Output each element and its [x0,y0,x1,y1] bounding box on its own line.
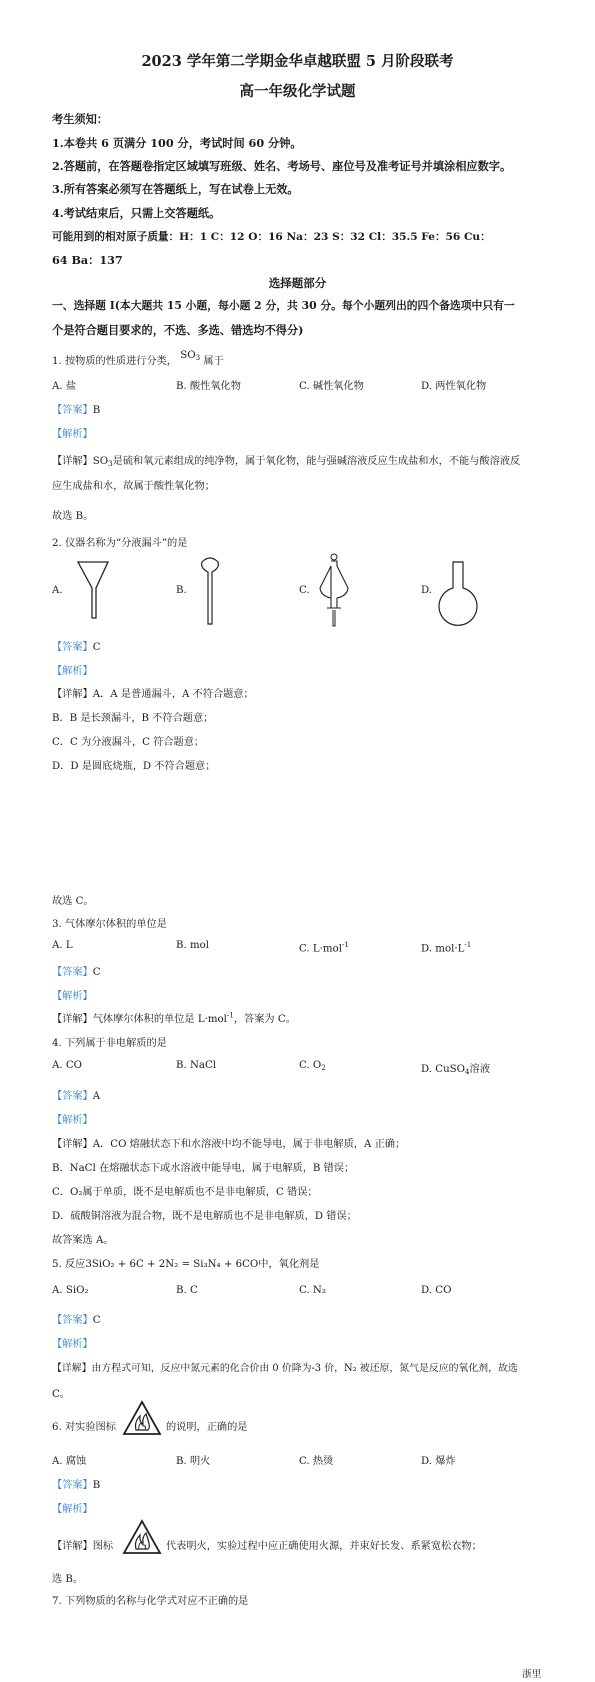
q2-answer: 【答案】C [52,642,101,653]
q2-detail-line1: 【详解】A．A 是普通漏斗，A 不符合题意； [52,689,254,700]
q1-conclusion: 故选 B。 [52,511,94,522]
q5-detail-line1: 【详解】由方程式可知，反应中氮元素的化合价由 0 价降为-3 价，N₂ 被还原，氮气是反应的氧化剂，故选 [52,1363,518,1374]
q2-analysis-label: 【解析】 [52,666,93,677]
q5-answer: 【答案】C [52,1315,101,1326]
section-intro-line1: 一、选择题 I(本大题共 15 小题，每小题 2 分，共 30 分。每个小题列出的四个备选项中只有一 [52,299,515,312]
q6-option-a: A. 腐蚀 [52,1456,87,1467]
q4-option-a: A. CO [52,1060,82,1071]
q1-analysis-label: 【解析】 [52,429,93,440]
atomic-masses-line2: 64 Ba：137 [52,253,123,267]
open-flame-warning-icon [122,1400,162,1436]
q5-option-a: A. SiO₂ [52,1285,89,1296]
exam-title: 2023 学年第二学期金华卓越联盟 5 月阶段联考 [141,53,454,70]
q6-option-b: B. 明火 [176,1456,211,1467]
exam-subtitle: 高一年级化学试题 [239,83,356,100]
footer-corner-text: 浙里 [522,1669,542,1680]
q2-detail-line2: B．B 是长颈漏斗，B 不符合题意； [52,713,214,724]
q2-option-a: A. [52,585,63,596]
q4-analysis-label: 【解析】 [52,1115,93,1126]
q3-option-b: B. mol [176,940,210,951]
q6-conclusion: 选 B。 [52,1574,84,1585]
open-flame-warning-icon-2 [122,1519,162,1555]
q6-stem-post: 的说明，正确的是 [166,1422,248,1433]
q2-detail-line3: C．C 为分液漏斗，C 符合题意； [52,737,205,748]
q5-detail-line2: C。 [52,1389,70,1400]
section-title: 选择题部分 [268,276,327,290]
separatory-funnel-icon [317,552,351,628]
q6-detail-post: 代表明火，实验过程中应正确使用火源，并束好长发、系紧宽松衣物； [166,1541,482,1552]
q6-option-c: C. 热烫 [299,1456,334,1467]
q3-stem: 3. 气体摩尔体积的单位是 [52,919,167,930]
q1-answer: 【答案】B [52,405,101,416]
q5-option-c: C. N₂ [299,1285,326,1296]
q1-detail-line2: 应生成盐和水，故属于酸性氧化物； [52,481,215,492]
q4-option-d: D. CuSO$_4$溶液 [421,1064,490,1076]
q5-equation: 3SiO₂ + 6C + 2N₂ = Si₃N₄ + 6CO [85,1259,259,1270]
q6-stem-pre: 6. 对实验图标 [52,1422,116,1433]
q1-detail-line1: 【详解】$SO_3$是硫和氧元素组成的纯净物，属于氧化物，能与强碱溶液反应生成盐和水，不能与酸溶液反 [52,456,521,468]
notice-item-4: 4.考试结束后，只需上交答题纸。 [52,206,221,220]
q4-stem: 4. 下列属于非电解质的是 [52,1038,167,1049]
q1-option-b: B. 酸性氧化物 [176,381,241,392]
q1-option-c: C. 碱性氧化物 [299,381,364,392]
q6-option-d: D. 爆炸 [421,1456,456,1467]
round-bottom-flask-icon [436,560,480,626]
atomic-masses-line1: 可能用到的相对原子质量：H：1 C：12 O：16 Na：23 S：32 Cl：35.5 Fe：56 Cu： [52,231,491,243]
q1-formula: $SO_3$ [180,350,201,362]
q3-option-c: C. L·mol$^{-1}$ [299,940,349,955]
q5-option-b: B. C [176,1285,198,1296]
q5-analysis-label: 【解析】 [52,1339,93,1350]
q4-option-c: C. $O_2$ [299,1060,326,1072]
q7-stem: 7. 下列物质的名称与化学式对应不正确的是 [52,1596,249,1607]
q4-detail-line1: 【详解】A．CO 熔融状态下和水溶液中均不能导电，属于非电解质，A 正确； [52,1139,406,1150]
q2-option-b: B. [176,585,187,596]
q1-stem-text: 1. 按物质的性质进行分类， [52,356,178,367]
q2-stem: 2. 仪器名称为“分液漏斗”的是 [52,538,188,549]
q1-option-d: D. 两性氧化物 [421,381,487,392]
q4-detail-line4: D．硫酸铜溶液为混合物，既不是电解质也不是非电解质，D 错误； [52,1211,357,1222]
q1-option-a: A. 盐 [52,381,77,392]
q2-conclusion: 故选 C。 [52,896,94,907]
section-intro-line2: 个是符合题目要求的，不选、多选、错选均不得分) [52,323,304,337]
notice-heading: 考生须知： [52,112,108,126]
q6-answer: 【答案】B [52,1480,101,1491]
q4-conclusion: 故答案选 A。 [52,1235,114,1246]
q4-detail-line2: B．NaCl 在熔融状态下或水溶液中能导电，属于电解质，B 错误； [52,1163,355,1174]
notice-item-2: 2.答题前，在答题卷指定区域填写班级、姓名、考场号、座位号及准考证号并填涂相应数字。 [52,159,512,173]
q3-option-a: A. L [52,940,73,951]
notice-item-3: 3.所有答案必须写在答题纸上，写在试卷上无效。 [52,182,299,196]
q6-detail-pre: 【详解】图标 [52,1541,114,1552]
q3-analysis-label: 【解析】 [52,991,93,1002]
q4-option-b: B. NaCl [176,1060,217,1071]
q3-option-d: D. $mol\cdot L^{-1}$ [421,940,472,955]
q2-detail-line4: D．D 是圆底烧瓶，D 不符合题意； [52,761,216,772]
q2-option-c: C. [299,585,310,596]
long-neck-funnel-icon [198,556,222,626]
q1-stem-post: 属于 [203,356,224,367]
q5-option-d: D. CO [421,1285,452,1296]
q3-detail: 【详解】气体摩尔体积的单位是 L·mol$^{-1}$，答案为 C。 [52,1010,296,1025]
q1-stem [52,352,224,368]
q5-stem: 5. 反应3SiO₂ + 6C + 2N₂ = Si₃N₄ + 6CO中，氧化剂是 [52,1259,320,1270]
q2-option-d: D. [421,585,433,596]
q3-answer: 【答案】C [52,967,101,978]
q4-detail-line3: C．O₂属于单质，既不是电解质也不是非电解质，C 错误； [52,1187,318,1198]
notice-item-1: 1.本卷共 6 页满分 100 分，考试时间 60 分钟。 [52,136,302,150]
q4-answer: 【答案】A [52,1091,101,1102]
funnel-icon [76,560,110,620]
q6-analysis-label: 【解析】 [52,1504,93,1515]
